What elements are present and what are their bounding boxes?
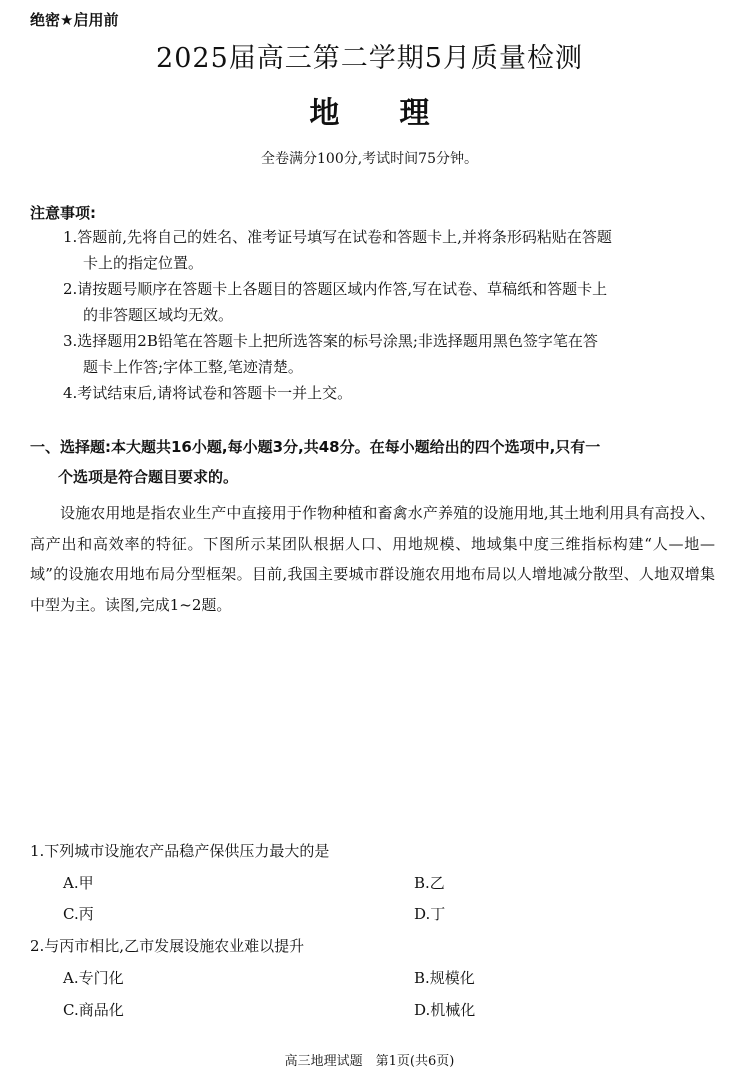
notice-item-2-line2: 的非答题区域均无效。 — [83, 306, 234, 324]
confidential-label: 绝密★启用前 — [30, 11, 119, 29]
section-heading-line1: 一、选择题:本大题共16小题,每小题3分,共48分。在每小题给出的四个选项中,只有一 — [30, 438, 601, 456]
score-time-line: 全卷满分100分,考试时间75分钟。 — [261, 151, 478, 167]
section-heading-line2: 个选项是符合题目要求的。 — [58, 468, 239, 486]
notice-item-2 — [63, 276, 713, 328]
notice-item-1-line1: 1.答题前,先将自己的姓名、准考证号填写在试卷和答题卡上,并将条形码粘贴在答题 — [63, 228, 612, 246]
question-2-option-d[interactable]: D.机械化 — [414, 1001, 476, 1019]
question-1-stem: 1.下列城市设施农产品稳产保供压力最大的是 — [30, 842, 330, 860]
figure-placeholder — [30, 622, 710, 832]
notice-heading: 注意事项: — [30, 204, 96, 222]
question-2-option-a[interactable]: A.专门化 — [63, 969, 124, 987]
notice-item-4-line1: 4.考试结束后,请将试卷和答题卡一并上交。 — [63, 384, 353, 402]
question-2-stem: 2.与丙市相比,乙市发展设施农业难以提升 — [30, 937, 305, 955]
page-footer: 高三地理试题 第1页(共6页) — [284, 1054, 455, 1069]
notice-item-3 — [63, 328, 713, 380]
question-2-option-c[interactable]: C.商品化 — [63, 1001, 124, 1019]
subject-title: 地理 — [309, 96, 490, 131]
question-1-option-a[interactable]: A.甲 — [63, 874, 94, 892]
notice-item-4 — [63, 380, 713, 406]
notice-item-3-line2: 题卡上作答;字体工整,笔迹清楚。 — [83, 358, 303, 376]
notice-item-1-line2: 卡上的指定位置。 — [83, 254, 204, 272]
notice-item-3-line1: 3.选择题用2B铅笔在答题卡上把所选答案的标号涂黑;非选择题用黑色签字笔在答 — [63, 332, 598, 350]
notice-item-2-line1: 2.请按题号顺序在答题卡上各题目的答题区域内作答,写在试卷、草稿纸和答题卡上 — [63, 280, 608, 298]
question-1-option-b[interactable]: B.乙 — [414, 874, 445, 892]
section-heading — [30, 432, 715, 492]
question-1-option-c[interactable]: C.丙 — [63, 905, 94, 923]
question-1-option-d[interactable]: D.丁 — [414, 905, 446, 923]
notice-item-1 — [63, 224, 713, 276]
question-2-option-b[interactable]: B.规模化 — [414, 969, 475, 987]
exam-title: 2025届高三第二学期5月质量检测 — [156, 43, 583, 74]
passage-text: 设施农用地是指农业生产中直接用于作物种植和畜禽水产养殖的设施用地,其土地利用具有高投入、高产出和高效率的特征。下图所示某团队根据人口、用地规模、地域集中度三维指标构建“人—地—域”的设施农用地布局分型框架。目前,我国主要城市群设施农用地布局以人增地减分散型、人地双增集中型为主。读图,完成1~2题。 — [30, 504, 715, 614]
